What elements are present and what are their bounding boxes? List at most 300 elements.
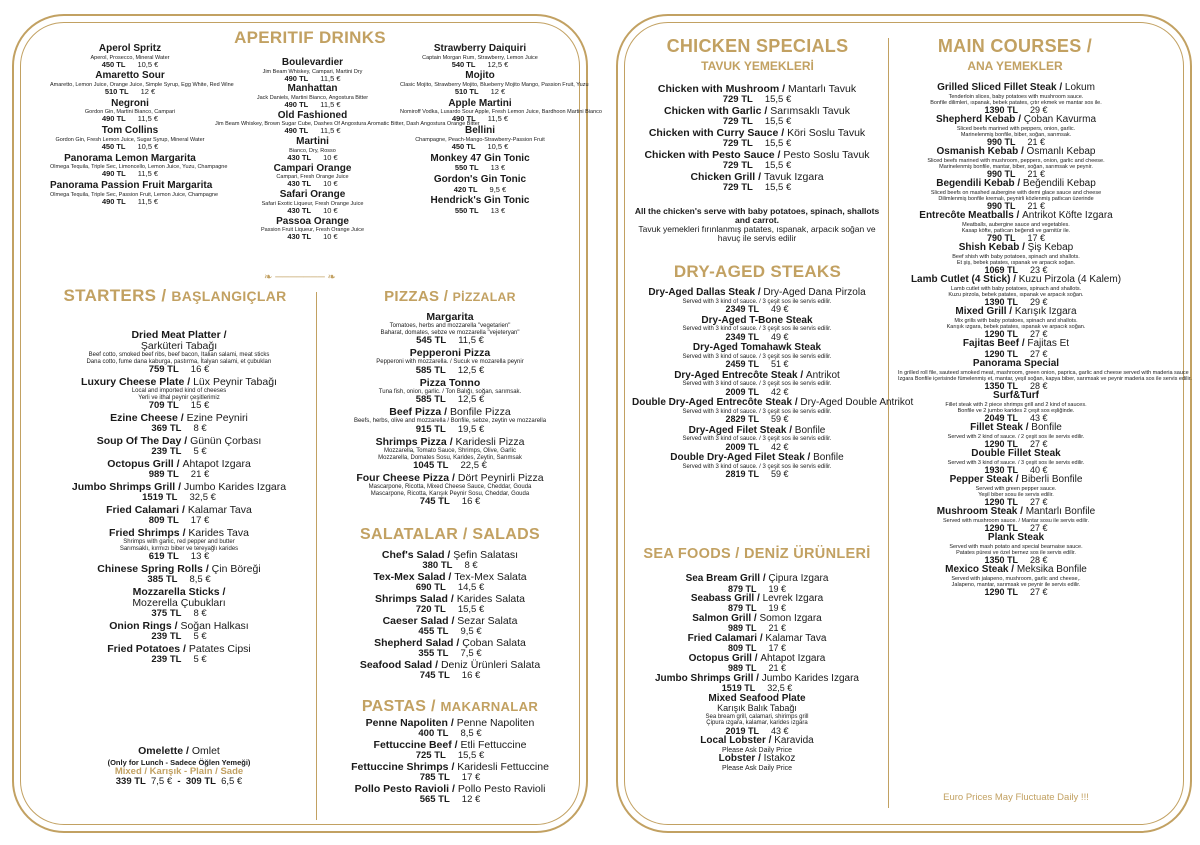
menu-item	[325, 660, 575, 681]
price-eur: 27 €	[1030, 522, 1048, 533]
item-description-turkish: Karışık ızgara, bebek patates, ıspanak ve arpacık soğan.	[946, 323, 1086, 330]
price-tl: 879 TL	[727, 603, 757, 614]
price-tl: 729 TL	[722, 116, 753, 127]
menu-item	[400, 44, 560, 68]
menu-item	[898, 391, 1134, 423]
item-name-turkish: Günün Çorbası	[190, 435, 262, 448]
menu-item	[48, 621, 310, 642]
pastas-list	[325, 718, 575, 806]
price-tl: 510 TL	[454, 86, 479, 96]
menu-item	[632, 128, 882, 149]
item-serve-note: Served with 3 kind of sauce. / 3 çeşit sos ile servis edilir.	[682, 353, 832, 360]
item-price	[632, 470, 882, 479]
item-description: Served with 2 kind of sauce. / 2 çeşit sos ile servis edilir.	[947, 433, 1085, 440]
item-description-turkish: Mascarpone, Ricotta, Karışık Peynir Sosu, Cheddar, Gouda	[370, 490, 530, 497]
item-name-line	[325, 348, 575, 359]
price-eur: 12,5 €	[457, 394, 485, 406]
price-tl: 989 TL	[727, 623, 757, 634]
price-tl: 709 TL	[148, 400, 179, 412]
item-name: Double Dry-Aged Entrecôte Steak	[632, 397, 793, 409]
menu-item	[898, 179, 1134, 211]
item-name-line	[215, 111, 410, 122]
menu-item	[325, 740, 575, 761]
price-eur: 29 €	[1030, 296, 1048, 307]
price-tl: 1519 TL	[142, 492, 178, 504]
steaks-list	[632, 287, 914, 481]
left-column-divider	[316, 292, 317, 820]
item-name-line	[400, 99, 560, 110]
item-price	[325, 773, 575, 783]
item-name-turkish: Jumbo Karides Izgara	[761, 672, 859, 684]
item-name: Boulevardier	[281, 57, 344, 68]
price-tl: 1350 TL	[984, 554, 1018, 565]
item-price	[50, 61, 210, 69]
price-eur: 17 €	[461, 771, 481, 783]
menu-item	[215, 190, 410, 214]
price-eur: 59 €	[771, 414, 789, 425]
price-eur: 8 €	[193, 423, 207, 435]
item-name-line: Mixed Grill / Karışık Izgara	[955, 306, 1077, 318]
item-description-turkish: Dana cotto, fume dana kaburga, pastırma, İtalyan salami, et çubukları	[86, 358, 272, 365]
item-name: Chicken with Garlic	[664, 104, 762, 117]
item-name: Pollo Pesto Ravioli	[354, 782, 450, 795]
item-name-line: Begendili Kebab / Beğendili Kebap	[936, 178, 1096, 190]
item-name-turkish: Antrikot Köfte Izgara	[1022, 210, 1113, 222]
item-description: Tuna fish, onion, garlic. / Ton Balığı, soğan, sarımsak.	[378, 388, 522, 395]
item-price	[400, 88, 560, 96]
item-name-line	[632, 343, 882, 354]
item-description: Beef shish with baby potatoes, spinach and shallots.	[952, 253, 1080, 260]
item-name: Fried Shrimps	[109, 527, 180, 540]
menu-item	[50, 126, 210, 150]
item-price	[48, 365, 310, 375]
price-eur: 15,5 €	[764, 159, 792, 171]
menu-item	[898, 358, 1192, 391]
item-name-turkish: Patates Cipsi	[188, 643, 251, 656]
item-price	[325, 649, 575, 659]
item-price	[325, 366, 575, 376]
item-name: Local Lobster	[700, 735, 766, 747]
price-eur: 21 €	[1027, 136, 1046, 147]
price-tl: 1390 TL	[984, 296, 1018, 307]
price-eur: 11,5 €	[458, 335, 484, 347]
item-name: Ezine Cheese	[110, 412, 178, 425]
item-price	[325, 497, 575, 507]
price-eur: 23 €	[1030, 264, 1048, 275]
item-price	[215, 233, 410, 241]
menu-item	[215, 137, 410, 161]
item-price	[50, 143, 210, 151]
item-price	[400, 143, 560, 151]
item-name-line: Beef Pizza / Bonfile Pizza	[389, 406, 511, 419]
price-eur: 42 €	[771, 441, 789, 452]
price-eur: 21 €	[768, 663, 787, 674]
item-price	[48, 575, 310, 585]
price-tl: 790 TL	[986, 232, 1016, 243]
price-tl: 1930 TL	[984, 464, 1018, 475]
item-description-turkish: Kasap köfte, patlıcan beğendi ve garnitür ile.	[961, 227, 1071, 234]
item-name: Dry-Aged Entrecôte Steak	[674, 369, 798, 381]
price-tl: 809 TL	[727, 643, 757, 654]
item-name-turkish: Bonfile	[1031, 422, 1062, 434]
menu-item	[400, 70, 589, 96]
item-name-turkish: Mantarlı Bonfile	[1025, 506, 1096, 518]
menu-item	[325, 784, 575, 805]
price-tl: 490 TL	[284, 99, 309, 109]
item-name: Pepperoni Pizza	[409, 347, 491, 360]
price-tl: 585 TL	[415, 364, 446, 376]
item-name: Four Cheese Pizza	[356, 472, 450, 485]
menu-item	[898, 147, 1134, 179]
item-name-line: Chicken with Garlic / Sarımsaklı Tavuk	[664, 104, 850, 117]
item-name-line	[215, 137, 410, 148]
price-eur: 15,5 €	[764, 94, 792, 106]
item-price	[325, 561, 575, 571]
menu-item	[215, 84, 410, 108]
item-price	[632, 333, 882, 342]
item-description: Meatballs, aubergine sauce and vegetables.	[962, 221, 1070, 228]
item-name-turkish: Köri Soslu Tavuk	[787, 126, 866, 139]
item-price	[325, 751, 575, 761]
price-eur: 42 €	[771, 386, 789, 397]
item-name-turkish: Pesto Soslu Tavuk	[783, 148, 870, 161]
item-name-line: Dry-Aged Entrecôte Steak / Antrikot	[674, 369, 840, 381]
price-tl: 450 TL	[101, 59, 126, 69]
item-name-turkish: Ahtapot Izgara	[760, 652, 826, 664]
menu-item	[215, 58, 410, 82]
item-name-turkish: Çoban Salata	[462, 636, 526, 649]
item-description: Served with mushroom sauce. / Mantar sosu ile servis edilir.	[942, 517, 1090, 524]
item-description: Local and imported kind of cheeses	[131, 388, 227, 395]
menu-item	[325, 437, 575, 471]
item-name-line	[400, 154, 560, 165]
item-price	[325, 583, 575, 593]
menu-item	[325, 473, 575, 507]
salads-list	[325, 550, 575, 682]
price-tl: 1045 TL	[413, 460, 449, 472]
aperitif-column-3	[400, 43, 602, 218]
price-eur: 21 €	[190, 469, 210, 481]
menu-item	[48, 644, 310, 665]
menu-item	[632, 614, 882, 634]
price-eur: 8,5 €	[189, 574, 211, 586]
price-eur: 11,5 €	[137, 169, 159, 179]
item-name: Safari Orange	[279, 189, 346, 201]
item-name: Shrimps Pizza	[375, 435, 447, 448]
item-name-turkish: Soğan Halkası	[180, 620, 249, 633]
price-tl: 430 TL	[287, 232, 312, 242]
price-eur: 10,5 €	[137, 141, 159, 151]
menu-item	[215, 164, 410, 188]
menu-item	[632, 574, 882, 594]
menu-item	[325, 550, 575, 571]
item-name-line	[898, 359, 1134, 370]
item-name-line: Shepherd Kebab / Çoban Kavurma	[935, 114, 1097, 126]
item-price	[325, 425, 575, 435]
price-eur: 19 €	[768, 603, 787, 614]
item-name-line: Grilled Sliced Fillet Steak / Lokum	[937, 82, 1095, 93]
item-name: Hendrick's Gin Tonic	[430, 195, 530, 207]
item-price	[50, 88, 210, 96]
menu-item	[48, 528, 310, 562]
item-name-line: Jumbo Shrimps Grill / Jumbo Karides Izgara	[71, 481, 287, 494]
price-eur: 15,5 €	[764, 116, 792, 127]
item-name-line: Fried Potatoes / Patates Cipsi	[107, 643, 251, 656]
menu-item	[632, 316, 882, 343]
item-name: Salmon Grill	[692, 612, 752, 624]
menu-item	[898, 83, 1134, 115]
item-name-turkish: Şarküteri Tabağı	[140, 340, 218, 353]
item-name-turkish: Lüx Peynir Tabağı	[193, 376, 277, 389]
item-name-turkish: Tavuk Izgara	[764, 170, 824, 183]
item-price	[400, 61, 560, 69]
item-name-turkish: Sezar Salata	[457, 614, 518, 627]
item-name-turkish: Mozerella Çubukları	[132, 597, 226, 610]
price-tl: 1390 TL	[984, 104, 1018, 115]
price-eur: 8 €	[464, 560, 478, 572]
steaks-title: DRY-AGED STEAKS	[673, 262, 842, 281]
item-name-line	[215, 164, 410, 175]
item-name-line: Shish Kebab / Şiş Kebap	[958, 242, 1074, 254]
menu-item	[632, 453, 882, 480]
item-name-turkish: Levrek Izgara	[762, 592, 824, 604]
item-price	[215, 75, 410, 83]
price-tl: 729 TL	[722, 94, 753, 106]
item-price	[215, 127, 410, 135]
price-tl: 490 TL	[451, 114, 476, 124]
item-price	[632, 139, 882, 149]
item-name-turkish: Karışık Izgara	[1014, 306, 1077, 318]
menu-item	[632, 150, 882, 171]
price-eur: 15,5 €	[764, 181, 792, 193]
main-courses-list	[898, 82, 1192, 597]
price-eur: 9,5 €	[460, 625, 482, 637]
item-name-line	[400, 126, 560, 137]
chicken-list	[632, 84, 882, 194]
item-name: Mojito	[465, 70, 495, 82]
price-eur: 28 €	[1030, 554, 1048, 565]
price-eur: 16 €	[461, 669, 481, 681]
item-name: Octopus Grill	[688, 652, 752, 664]
price-tl: 2009 TL	[725, 386, 759, 397]
item-price	[325, 395, 575, 405]
item-name-turkish: Ahtapot Izgara	[182, 458, 251, 471]
price-eur: 28 €	[1030, 380, 1048, 391]
item-name-line: Salmon Grill / Somon Izgara	[692, 612, 822, 624]
item-description: Mascarpone, Ricotta, Mixed Cheese Sauce, Cheddar, Gouda	[368, 484, 532, 491]
chicken-subtitle: TAVUK YEMEKLERİ	[701, 59, 814, 73]
price-eur: 13 €	[190, 551, 210, 563]
item-description: Jim Beam Whiskey, Campari, Martini Dry	[262, 68, 363, 75]
item-name-turkish: Bonfile	[813, 452, 844, 464]
item-price	[632, 360, 882, 369]
price-eur: 15 €	[190, 400, 210, 412]
item-serve-note: Served with 3 kind of sauce. / 3 çeşit sos ile servis edilir.	[682, 408, 832, 415]
price-eur: 13 €	[490, 163, 506, 173]
item-description: Clasic Mojito, Strawberry Mojito, Blueberry Mojito Mango, Passion Fruit, Yuzu	[400, 81, 589, 88]
item-serve-note: Served with 3 kind of sauce. / 3 çeşit sos ile servis edilir.	[682, 298, 832, 305]
price-eur: 49 €	[771, 304, 789, 315]
price-eur: 5 €	[193, 654, 207, 666]
item-name: Chicken with Pesto Sauce	[644, 148, 775, 161]
menu-item	[48, 505, 310, 526]
price-eur: 12 €	[461, 793, 481, 805]
item-name: Jumbo Shrimps Grill	[655, 672, 754, 684]
item-name-line: Chinese Spring Rolls / Çin Böreği	[97, 563, 261, 576]
item-name-turkish: Meksika Bonfile	[1016, 564, 1087, 576]
item-name-line: Ezine Cheese / Ezine Peyniri	[110, 412, 248, 425]
price-tl: 420 TL	[453, 184, 478, 194]
item-description: Fillet steak with 2 piece shrimps grill and 2 kind of sauces.	[945, 401, 1087, 408]
item-price	[632, 183, 882, 193]
item-name-line	[50, 99, 210, 110]
price-tl: 1290 TL	[984, 496, 1018, 507]
menu-item	[898, 211, 1134, 243]
item-description: Sea bream grill, calamari, shirimps grill	[705, 713, 809, 720]
item-description: Sliced beefs marined with peppers, onion, garlic.	[956, 125, 1076, 132]
item-price	[325, 336, 575, 346]
price-eur: 59 €	[771, 469, 789, 480]
item-name: Campari Orange	[273, 162, 352, 174]
item-name: Passoa Orange	[276, 215, 349, 227]
menu-item	[50, 152, 228, 179]
item-name-turkish: Ezine Peyniri	[186, 412, 248, 425]
item-name: Fried Calamari	[106, 504, 180, 517]
item-description: Served with green pepper sauce.	[975, 485, 1057, 492]
menu-item	[325, 572, 575, 593]
item-name: Penne Napoliten	[365, 717, 448, 729]
item-name-line	[898, 391, 1134, 402]
item-name: Apple Martini	[448, 97, 512, 109]
item-name-turkish: Dry-Aged Double Antrikot	[800, 397, 914, 409]
price-eur: 13 €	[490, 205, 506, 215]
price-eur: 11,5 €	[137, 114, 159, 124]
item-description: Tenderloin slices, baby potatoes with mushroom sauce.	[948, 93, 1084, 100]
item-price	[325, 729, 575, 739]
price-eur: 17 €	[768, 643, 787, 654]
item-name: Fried Potatoes	[107, 643, 181, 656]
item-name-line	[215, 58, 410, 69]
item-name-line: Octopus Grill / Ahtapot Izgara	[107, 458, 251, 471]
price-eur: 17 €	[1027, 232, 1046, 243]
item-description: Served with mash potato and special bearnaise sauce.	[949, 543, 1083, 550]
price-tl: 2819 TL	[725, 469, 759, 480]
menu-item	[48, 413, 310, 434]
menu-item	[898, 507, 1134, 533]
item-description: Beef cotto, smoked beef ribs, beef bacon, Italian salami, meat sticks	[88, 352, 270, 359]
item-name: Panorama Special	[972, 358, 1060, 370]
menu-item	[50, 70, 234, 96]
item-description: Lamb cutlet with baby potatoes, spinach and shallots.	[950, 285, 1082, 292]
price-eur: 51 €	[771, 359, 789, 370]
price-tl: 430 TL	[287, 205, 312, 215]
item-name-line: Tex-Mex Salad / Tex-Mex Salata	[373, 570, 527, 583]
item-name: Aperol Spritz	[98, 43, 162, 54]
item-price	[632, 117, 882, 127]
menu-item	[632, 634, 882, 654]
item-name: Manhattan	[287, 83, 338, 95]
item-name: Tom Collins	[101, 125, 159, 137]
item-name-line: Dry-Aged Filet Steak / Bonfile	[688, 424, 826, 436]
item-name-line	[215, 190, 410, 201]
item-name-line: Pollo Pesto Ravioli / Pollo Pesto Ravioli	[354, 782, 546, 795]
item-name-line: Soup Of The Day / Günün Çorbası	[96, 435, 262, 448]
menu-item	[48, 459, 310, 480]
item-price	[215, 180, 410, 188]
menu-item	[325, 718, 575, 739]
price-tl: 550 TL	[454, 163, 479, 173]
menu-item	[325, 312, 575, 346]
item-name: Beef Pizza	[389, 406, 442, 419]
menu-item	[400, 196, 560, 214]
price-tl: 990 TL	[986, 200, 1016, 211]
menu-item	[632, 694, 882, 737]
item-price	[325, 605, 575, 615]
right-column-divider	[888, 38, 889, 808]
item-name: Onion Rings	[109, 620, 172, 633]
item-name-turkish: Mantarlı Tavuk	[788, 83, 857, 95]
price-tl: 720 TL	[415, 603, 446, 615]
item-name: Mozzarella Sticks /	[132, 586, 226, 599]
item-name-turkish: Karavida	[774, 735, 814, 747]
menu-item	[325, 762, 575, 783]
item-price	[48, 552, 310, 562]
menu-item	[632, 371, 882, 398]
item-name-line	[632, 316, 882, 327]
item-name-line: Penne Napoliten / Penne Napoliten	[365, 717, 535, 729]
item-description: Mix grills with baby potatoes, spinach and shallots.	[954, 317, 1078, 324]
item-description: Jim Beam Whiskey, Brown Sugar Cube, Dashes Of Angostura Aromatic Bitter, Dash Angostura Orange Bitter	[215, 121, 480, 128]
item-name-line	[898, 449, 1134, 460]
item-name: Monkey 47 Gin Tonic	[430, 152, 530, 164]
price-eur: 5 €	[193, 631, 207, 643]
item-description: Beefs, herbs, olive and mozzarella / Bonfile, sebze, zeytin ve mozzarella	[353, 418, 547, 425]
price-tl: 990 TL	[986, 136, 1016, 147]
menu-item	[48, 436, 310, 457]
price-eur: 15,5 €	[457, 750, 485, 761]
price-eur: 49 €	[771, 331, 789, 342]
pastas-title: PASTAS / MAKARNALAR	[361, 698, 539, 715]
item-name: Dry-Aged Filet Steak	[688, 424, 787, 436]
price-tl: 385 TL	[147, 574, 178, 586]
item-description: Safari Exotic Liqueur, Fresh Orange Juice	[261, 200, 364, 207]
price-tl: 785 TL	[419, 771, 450, 783]
item-name: Double Dry-Aged Filet Steak	[670, 452, 805, 464]
price-tl: 989 TL	[727, 663, 757, 674]
item-price	[325, 461, 575, 471]
price-tl: 2349 TL	[725, 304, 759, 315]
item-name-line: Chicken with Mushroom / Mantarlı Tavuk	[657, 83, 857, 95]
price-eur: 27 €	[1030, 496, 1048, 507]
item-name-line: Dry-Aged Dallas Steak / Dry-Aged Dana Pirzola	[648, 287, 866, 298]
item-name-turkish: Fajitas Et	[1027, 338, 1070, 350]
item-name: Lobster / Istakoz	[718, 753, 796, 765]
menu-item	[898, 475, 1134, 507]
menu-item	[48, 330, 310, 375]
item-name: Begendili Kebab	[936, 178, 1015, 190]
price-eur: 12,5 €	[457, 364, 485, 376]
item-description-turkish: Mozzarella, Domates Sosu, Karides, Zeytin, Sarımsak	[378, 454, 522, 461]
item-name-turkish: Etli Fettuccine	[460, 738, 527, 751]
menu-item	[325, 378, 575, 406]
price-eur: 10 €	[323, 152, 338, 162]
item-name: Martini	[296, 136, 329, 148]
price-tl: 1069 TL	[984, 264, 1018, 275]
price-tl: 1290 TL	[984, 586, 1018, 597]
item-name: Mexico Steak	[945, 564, 1009, 576]
price-eur: 11,5 €	[487, 114, 509, 124]
item-name-line: Entrecôte Meatballs / Antrikot Köfte Izgara	[919, 210, 1113, 222]
